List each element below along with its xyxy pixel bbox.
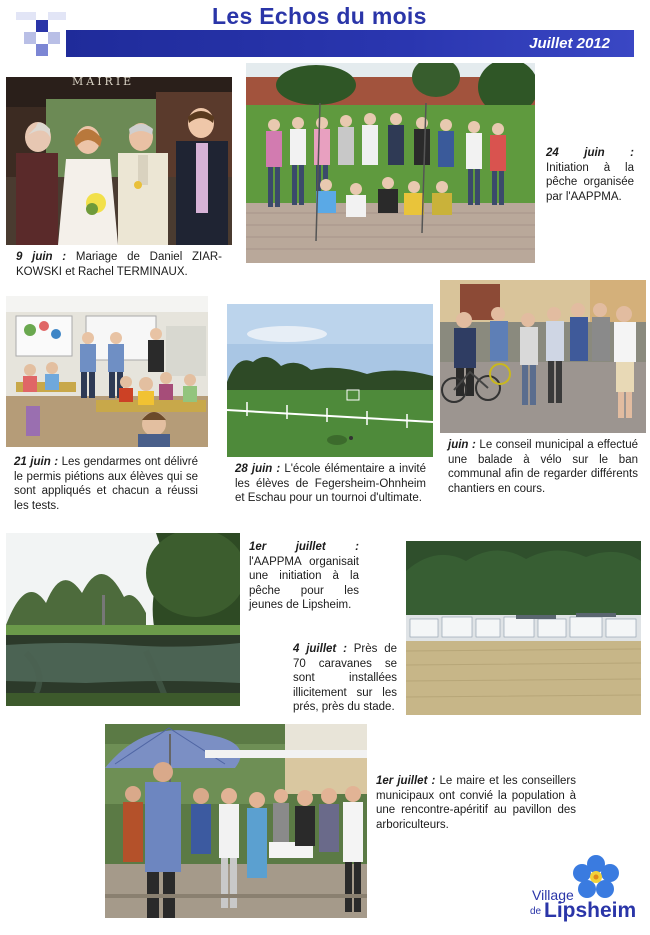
caption-4-juillet bbox=[293, 642, 397, 715]
caption-21-juin bbox=[14, 455, 198, 513]
caption-date: 24 juin : bbox=[546, 147, 634, 159]
mairie-sign: MAIRIE bbox=[72, 77, 135, 88]
caption-date: 1er juillet : bbox=[249, 541, 359, 553]
caption-date: 21 juin : bbox=[14, 456, 59, 468]
caption-date: 1er juillet : bbox=[376, 775, 436, 787]
logo-village: Village bbox=[532, 887, 574, 903]
village-logo bbox=[528, 855, 644, 927]
photo-ultimate-field bbox=[227, 304, 433, 457]
photo-fishing-pond bbox=[6, 533, 240, 706]
caption-text: Mariage de Daniel ZIAR-KOWSKI et Rachel TERMINAUX. bbox=[16, 251, 222, 278]
photo-bike-ride-council bbox=[440, 280, 646, 433]
logo-name: Lipsheim bbox=[544, 899, 637, 922]
caption-text: l'AAPPMA organisait une initiation à la pêche pour les jeunes de Lipsheim. bbox=[249, 555, 359, 611]
caption-date: 4 juillet : bbox=[293, 643, 347, 655]
caption-date: 9 juin : bbox=[16, 251, 67, 263]
caption-text: Près de 70 caravanes se sont installées illicitement sur les prés, près du stade. bbox=[293, 643, 397, 713]
caption-24-juin bbox=[546, 146, 634, 204]
page-title: Les Echos du mois bbox=[212, 3, 427, 29]
caption-1er-juillet-peche bbox=[249, 540, 359, 613]
caption-text: Initiation à la pêche organisée par l'AAPPMA. bbox=[546, 161, 634, 203]
caption-28-juin bbox=[235, 462, 426, 506]
flower-icon bbox=[572, 855, 620, 899]
photo-caravans bbox=[406, 541, 641, 715]
photo-classroom-gendarmes bbox=[6, 296, 208, 447]
caption-juin-velo bbox=[448, 438, 638, 496]
caption-text: Le maire et les conseillers municipaux ont convié la population à une rencontre-apéritif au pavillon des arboriculteurs. bbox=[376, 775, 576, 831]
logo-de: de bbox=[530, 906, 542, 917]
caption-date: juin : bbox=[448, 439, 476, 451]
photo-aperitif-reception bbox=[105, 724, 367, 918]
caption-9-juin bbox=[16, 250, 222, 279]
photo-fishing-initiation bbox=[246, 63, 535, 263]
photo-wedding bbox=[6, 77, 232, 245]
caption-text: Les gendarmes ont délivré le permis piétions aux élèves qui se sont appliqués et chacun a réussi les tests. bbox=[14, 456, 198, 512]
caption-text: Le conseil municipal a effectué une balade à vélo sur le ban communal afin de regarder différents chantiers en cours. bbox=[448, 439, 638, 495]
caption-text: L'école élémentaire a invité les élèves de Fegersheim-Ohnheim et Eschau pour un tournoi d'ultimate. bbox=[235, 463, 426, 504]
caption-1er-juillet-aperitif bbox=[376, 774, 576, 832]
issue-date: Juillet 2012 bbox=[529, 35, 610, 52]
caption-date: 28 juin : bbox=[235, 463, 281, 475]
